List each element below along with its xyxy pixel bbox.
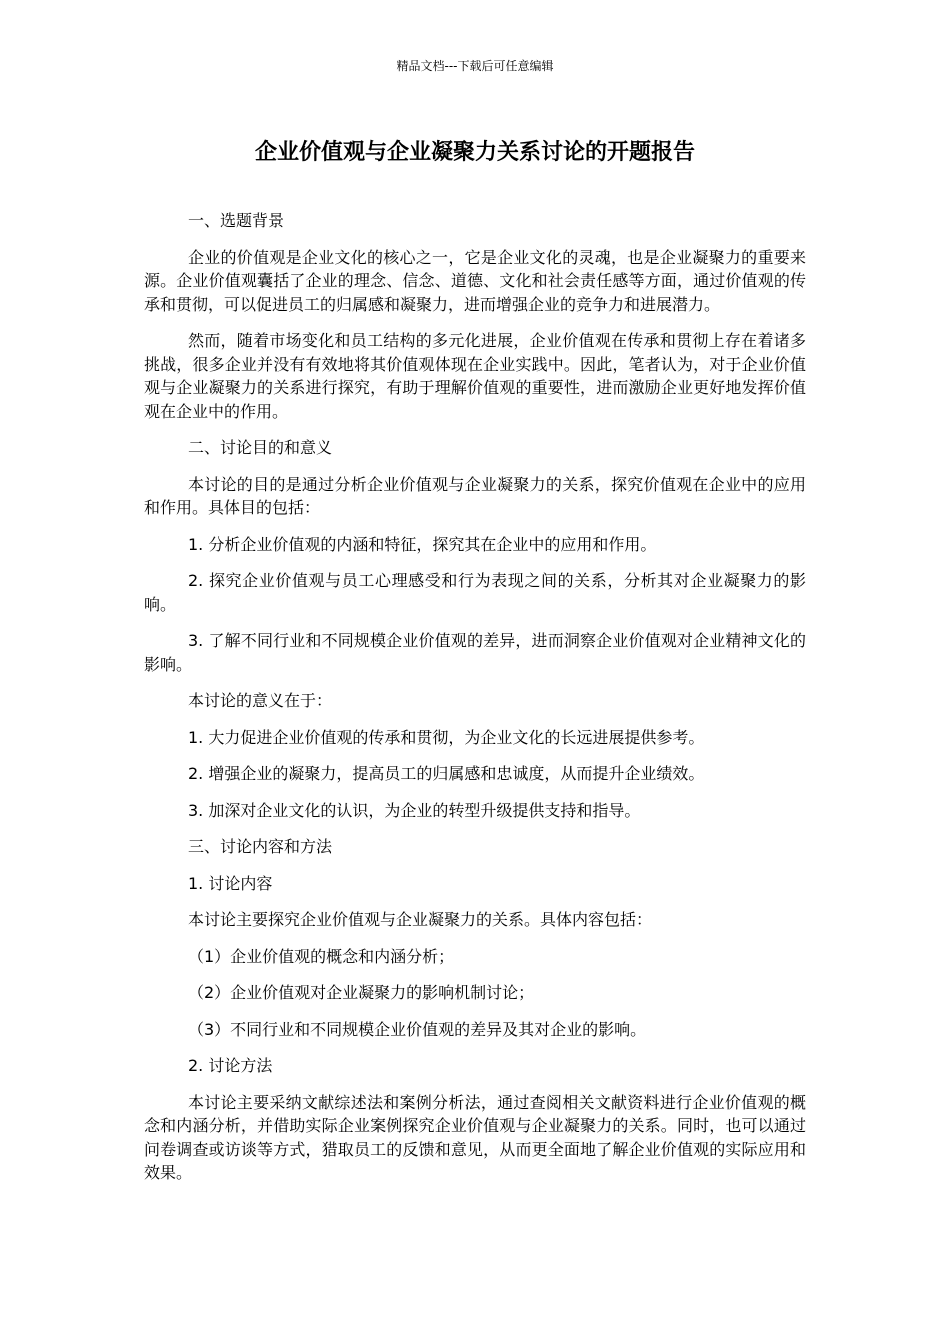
subheading-method: 2. 讨论方法 [188,1056,273,1075]
list-item-content-1: （1）企业价值观的概念和内涵分析； [188,946,455,966]
list-item-purpose-3: 3. 了解不同行业和不同规模企业价值观的差异，进而洞察企业价值观对企业精神文化的影响。 [144,631,806,674]
list-item-significance-2: 2. 增强企业的凝聚力，提高员工的归属感和忠诚度，从而提升企业绩效。 [188,764,705,783]
section-heading-content-method: 三、讨论内容和方法 [188,837,333,856]
paragraph-background-1: 企业的价值观是企业文化的核心之一，它是企业文化的灵魂，也是企业凝聚力的重要来源。企业价值观囊括了企业的理念、信念、道德、文化和社会责任感等方面，通过价值观的传承和贯彻，可以促进员工的归属感和凝聚力，进而增强企业的竞争力和进展潜力。 [144,247,806,314]
paragraph-background-2: 然而，随着市场变化和员工结构的多元化进展，企业价值观在传承和贯彻上存在着诸多挑战，很多企业并没有有效地将其价值观体现在企业实践中。因此，笔者认为，对于企业价值观与企业凝聚力的关系进行探究，有助于理解价值观的重要性，进而激励企业更好地发挥价值观在企业中的作用。 [144,331,806,421]
paragraph-content-intro: 本讨论主要探究企业价值观与企业凝聚力的关系。具体内容包括： [188,910,653,929]
document-body [144,209,806,1198]
list-item-content-2: （2）企业价值观对企业凝聚力的影响机制讨论； [188,983,535,1002]
paragraph-method: 本讨论主要采纳文献综述法和案例分析法，通过查阅相关文献资料进行企业价值观的概念和内涵分析，并借助实际企业案例探究企业价值观与企业凝聚力的关系。同时，也可以通过问卷调查或访谈等方式，猎取员工的反馈和意见，从而更全面地了解企业价值观的实际应用和效果。 [144,1092,806,1182]
paragraph-purpose-intro: 本讨论的目的是通过分析企业价值观与企业凝聚力的关系，探究价值观在企业中的应用和作用。具体目的包括： [144,474,806,517]
section-heading-purpose: 二、讨论目的和意义 [188,438,333,457]
list-item-significance-1: 1. 大力促进企业价值观的传承和贯彻，为企业文化的长远进展提供参考。 [188,727,705,747]
paragraph-significance-intro: 本讨论的意义在于： [188,691,333,710]
list-item-content-3: （3）不同行业和不同规模企业价值观的差异及其对企业的影响。 [188,1019,647,1039]
list-item-purpose-2: 2. 探究企业价值观与员工心理感受和行为表现之间的关系，分析其对企业凝聚力的影响。 [144,571,806,614]
section-heading-background: 一、选题背景 [188,211,285,230]
list-item-purpose-1: 1. 分析企业价值观的内涵和特征，探究其在企业中的应用和作用。 [188,534,657,554]
subheading-content: 1. 讨论内容 [188,873,273,893]
list-item-significance-3: 3. 加深对企业文化的认识，为企业的转型升级提供支持和指导。 [188,800,641,820]
document-title: 企业价值观与企业凝聚力关系讨论的开题报告 [254,140,695,165]
header-note: 精品文档---下载后可任意编辑 [396,59,554,73]
